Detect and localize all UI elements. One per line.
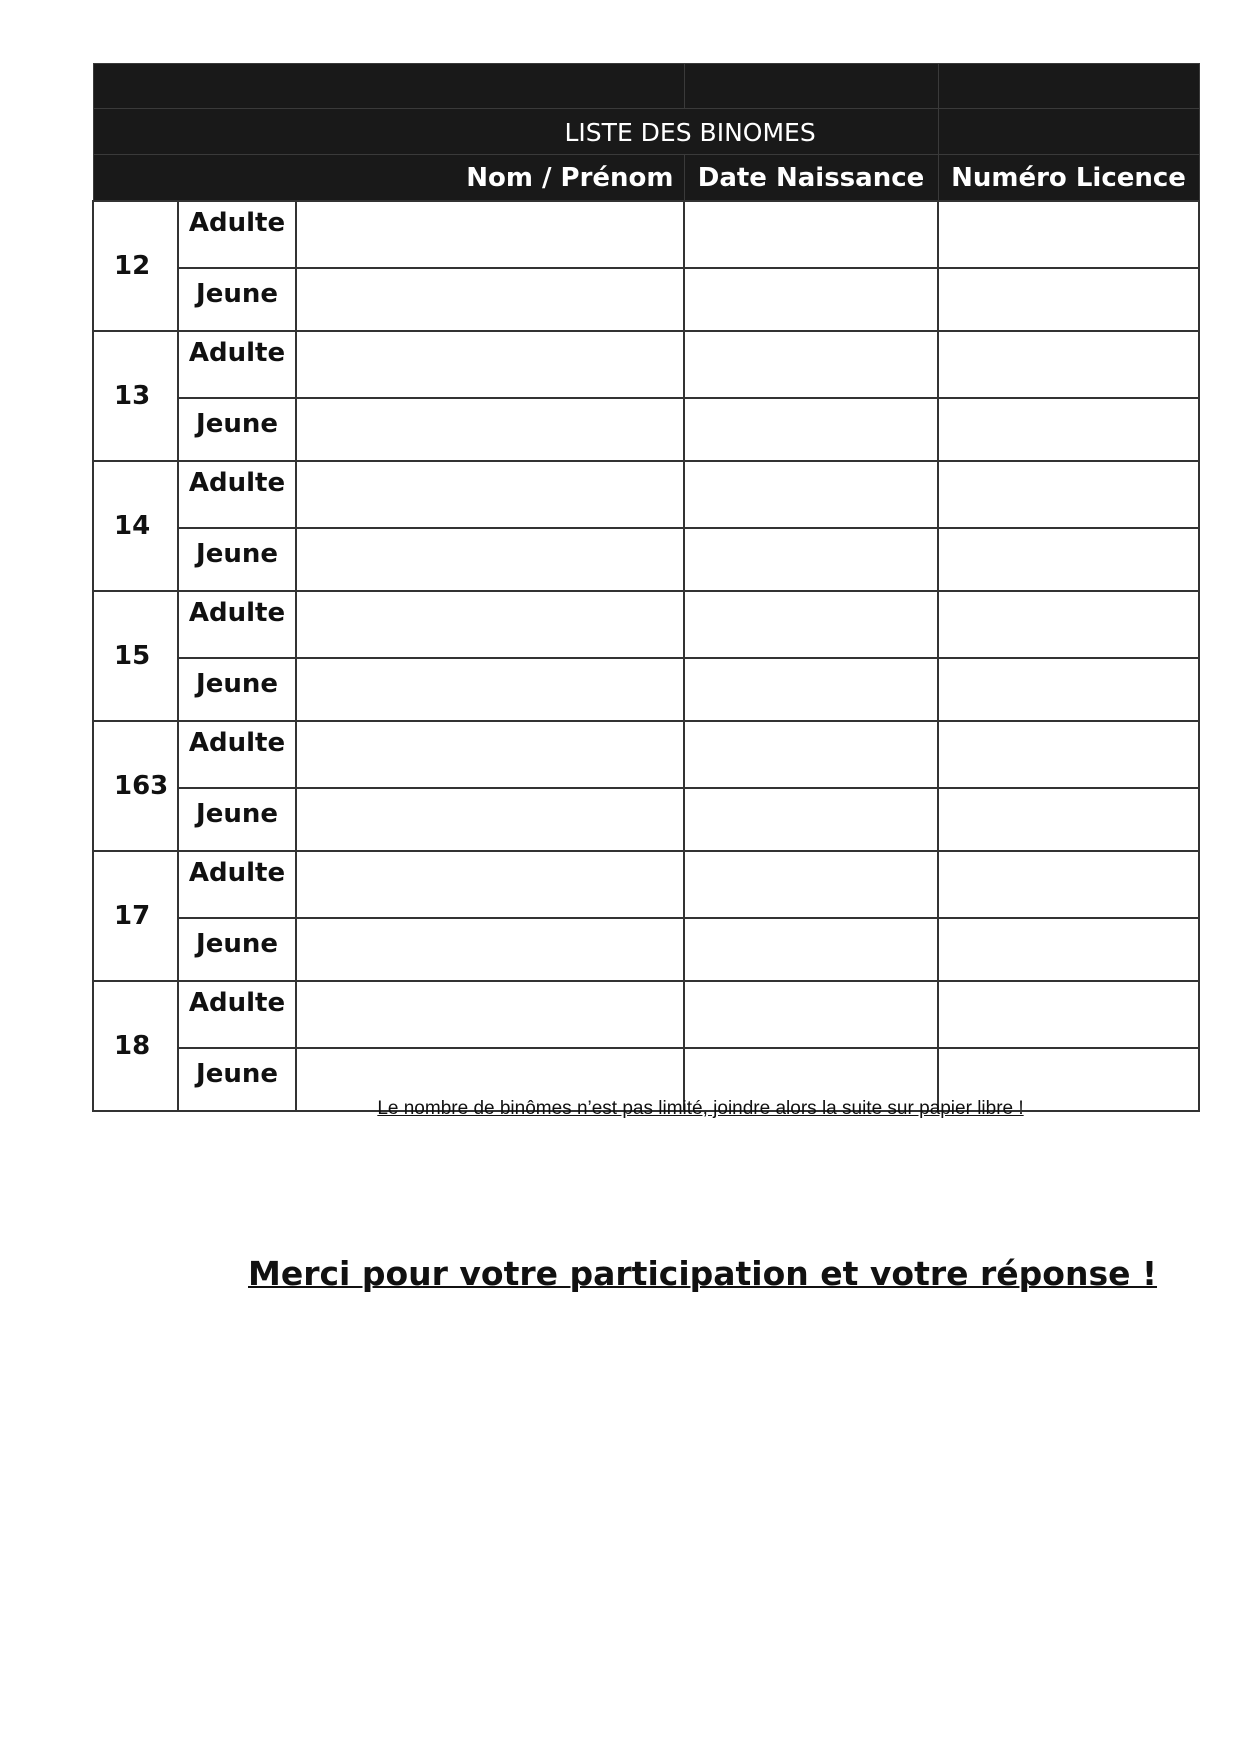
table-row-jeune xyxy=(93,788,1199,851)
table-row-jeune xyxy=(93,398,1199,461)
date-naissance-field[interactable] xyxy=(684,201,938,268)
column-header-nom: Nom / Prénom xyxy=(466,163,674,193)
type-label-jeune: Jeune xyxy=(178,398,296,461)
numero-licence-field[interactable] xyxy=(938,721,1199,788)
numero-licence-field[interactable] xyxy=(938,591,1199,658)
header-columns-row xyxy=(93,155,1199,202)
type-label-adult: Adulte xyxy=(178,201,296,268)
type-label-adult: Adulte xyxy=(178,591,296,658)
header-title-row xyxy=(93,109,1199,155)
numero-licence-field[interactable] xyxy=(938,461,1199,528)
nom-prenom-field[interactable] xyxy=(296,461,684,528)
numero-licence-field[interactable] xyxy=(938,788,1199,851)
table-row-jeune xyxy=(93,918,1199,981)
nom-prenom-field[interactable] xyxy=(296,268,684,331)
numero-licence-field[interactable] xyxy=(938,398,1199,461)
type-label-adult: Adulte xyxy=(178,461,296,528)
type-label-jeune: Jeune xyxy=(178,268,296,331)
nom-prenom-field[interactable] xyxy=(296,528,684,591)
type-label-adult: Adulte xyxy=(178,981,296,1048)
nom-prenom-field[interactable] xyxy=(296,851,684,918)
type-label-jeune: Jeune xyxy=(178,918,296,981)
date-naissance-field[interactable] xyxy=(684,331,938,398)
table-title: LISTE DES BINOMES xyxy=(564,118,816,147)
date-naissance-field[interactable] xyxy=(684,981,938,1048)
table-row-jeune xyxy=(93,268,1199,331)
date-naissance-field[interactable] xyxy=(684,591,938,658)
binomes-table-container xyxy=(92,63,1198,1112)
nom-prenom-field[interactable] xyxy=(296,658,684,721)
type-label-jeune: Jeune xyxy=(178,528,296,591)
nom-prenom-field[interactable] xyxy=(296,721,684,788)
date-naissance-field[interactable] xyxy=(684,851,938,918)
binome-number: 17 xyxy=(93,851,178,981)
header-spacer-row xyxy=(93,64,1199,109)
type-label-adult: Adulte xyxy=(178,721,296,788)
binome-number: 18 xyxy=(93,981,178,1111)
binome-number: 12 xyxy=(93,201,178,331)
binome-number: 14 xyxy=(93,461,178,591)
date-naissance-field[interactable] xyxy=(684,398,938,461)
table-row-adult xyxy=(93,981,1199,1048)
table-row-adult xyxy=(93,851,1199,918)
table-row-adult xyxy=(93,331,1199,398)
nom-prenom-field[interactable] xyxy=(296,331,684,398)
numero-licence-field[interactable] xyxy=(938,918,1199,981)
nom-prenom-field[interactable] xyxy=(296,201,684,268)
date-naissance-field[interactable] xyxy=(684,268,938,331)
table-row-jeune xyxy=(93,658,1199,721)
date-naissance-field[interactable] xyxy=(684,788,938,851)
table-row-adult xyxy=(93,461,1199,528)
date-naissance-field[interactable] xyxy=(684,721,938,788)
nom-prenom-field[interactable] xyxy=(296,591,684,658)
nom-prenom-field[interactable] xyxy=(296,918,684,981)
table-row-adult xyxy=(93,591,1199,658)
date-naissance-field[interactable] xyxy=(684,528,938,591)
type-label-jeune: Jeune xyxy=(178,788,296,851)
numero-licence-field[interactable] xyxy=(938,201,1199,268)
date-naissance-field[interactable] xyxy=(684,918,938,981)
numero-licence-field[interactable] xyxy=(938,981,1199,1048)
column-header-licence: Numéro Licence xyxy=(951,162,1186,193)
numero-licence-field[interactable] xyxy=(938,658,1199,721)
type-label-jeune: Jeune xyxy=(178,1048,296,1111)
table-row-jeune xyxy=(93,528,1199,591)
type-label-adult: Adulte xyxy=(178,331,296,398)
numero-licence-field[interactable] xyxy=(938,851,1199,918)
numero-licence-field[interactable] xyxy=(938,331,1199,398)
binome-number: 13 xyxy=(93,331,178,461)
binome-number: 163 xyxy=(93,721,178,851)
date-naissance-field[interactable] xyxy=(684,658,938,721)
table-row-adult xyxy=(93,201,1199,268)
nom-prenom-field[interactable] xyxy=(296,788,684,851)
binome-number: 15 xyxy=(93,591,178,721)
numero-licence-field[interactable] xyxy=(938,268,1199,331)
nom-prenom-field[interactable] xyxy=(296,981,684,1048)
type-label-jeune: Jeune xyxy=(178,658,296,721)
thanks-message: Merci pour votre participation et votre réponse ! xyxy=(248,1254,1158,1293)
table-row-adult xyxy=(93,721,1199,788)
binomes-table xyxy=(92,63,1200,1112)
date-naissance-field[interactable] xyxy=(684,461,938,528)
nom-prenom-field[interactable] xyxy=(296,398,684,461)
column-header-date: Date Naissance xyxy=(697,162,925,193)
type-label-adult: Adulte xyxy=(178,851,296,918)
footnote: Le nombre de binômes n’est pas limité, joindre alors la suite sur papier libre ! xyxy=(377,1098,1024,1119)
numero-licence-field[interactable] xyxy=(938,528,1199,591)
